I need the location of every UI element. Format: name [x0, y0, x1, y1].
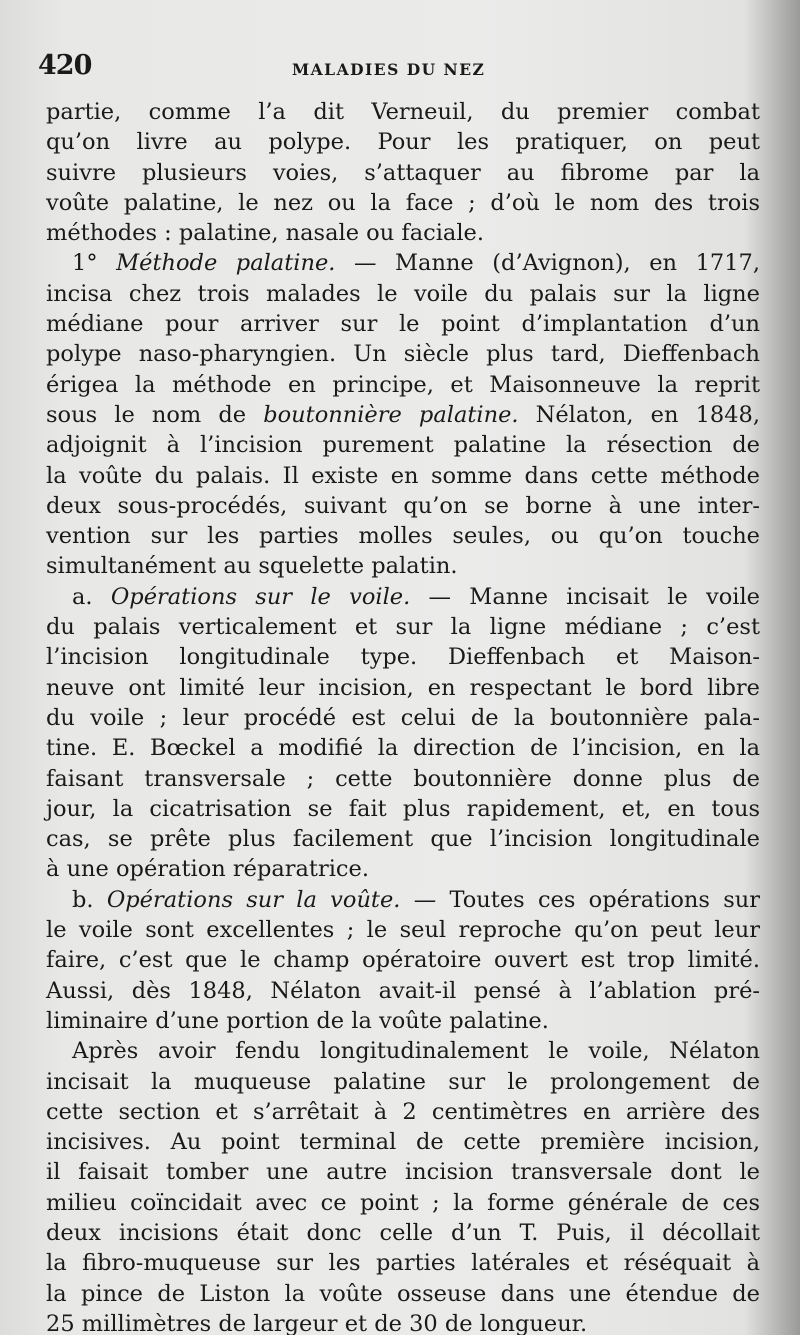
text-run: deux incisions était donc celle d’un T. Puis, il décollait: [46, 1219, 760, 1246]
text-run: tine. E. Bœckel a modifié la direction de l’incision, en la: [46, 735, 760, 762]
text-run: érigea la méthode en principe, et Maisonneuve la reprit: [46, 371, 760, 398]
text-line: [46, 1127, 760, 1157]
text-run: adjoignit à l’incision purement palatine la résection de: [46, 432, 760, 459]
body-text: [46, 97, 760, 1335]
text-line: [46, 1036, 760, 1066]
text-line: [46, 764, 760, 794]
text-line: [46, 279, 760, 309]
text-line: [46, 339, 760, 369]
text-line: [46, 1218, 760, 1248]
text-line: [46, 673, 760, 703]
text-line: [46, 97, 760, 127]
text-run: du palais verticalement et sur la ligne médiane ; c’est: [46, 614, 760, 641]
text-run: suivre plusieurs voies, s’attaquer au fibrome par la: [46, 159, 760, 186]
text-line: [46, 976, 760, 1006]
text-run: méthodes : palatine, nasale ou faciale.: [46, 220, 484, 247]
text-run: simultanément au squelette palatin.: [46, 553, 458, 580]
text-line: [46, 158, 760, 188]
text-line: [46, 430, 760, 460]
text-run: jour, la cicatrisation se fait plus rapidement, et, en tous: [46, 795, 760, 822]
text-line: [46, 642, 760, 672]
text-run: — Manne incisait le voile: [410, 583, 760, 610]
text-run: vention sur les parties molles seules, ou qu’on touche: [46, 523, 760, 550]
text-run: qu’on livre au polype. Pour les pratiquer, on peut: [46, 129, 760, 156]
text-line: [46, 945, 760, 975]
text-line: [46, 824, 760, 854]
text-line: [46, 551, 760, 581]
text-run: milieu coïncidait avec ce point ; la forme générale de ces: [46, 1189, 760, 1216]
text-line: [46, 248, 760, 278]
text-run: neuve ont limité leur incision, en respectant le bord libre: [46, 674, 760, 701]
text-line: [46, 1309, 760, 1335]
text-line: [46, 218, 760, 248]
text-run: à une opération réparatrice.: [46, 856, 369, 883]
text-line: [46, 127, 760, 157]
text-line: [46, 733, 760, 763]
text-run: a.: [72, 583, 111, 610]
text-line: [46, 854, 760, 884]
text-run: 1°: [72, 250, 117, 277]
text-line: [46, 309, 760, 339]
italic-heading: Opérations sur le voile.: [110, 583, 411, 610]
text-run: le voile sont excellentes ; le seul reproche qu’on peut leur: [46, 917, 760, 944]
text-run: la pince de Liston la voûte osseuse dans une étendue de: [46, 1280, 760, 1307]
text-run: il faisait tomber une autre incision transversale dont le: [46, 1159, 760, 1186]
text-line: [46, 400, 760, 430]
running-title: MALADIES DU NEZ: [292, 60, 486, 79]
text-line: [46, 582, 760, 612]
text-line: [46, 794, 760, 824]
text-run: l’incision longitudinale type. Dieffenbach et Maison-: [46, 644, 760, 671]
text-line: [46, 370, 760, 400]
text-run: 25 millimètres de largeur et de 30 de longueur.: [46, 1310, 588, 1335]
page-header: [38, 50, 760, 90]
page-number: 420: [38, 50, 92, 81]
text-run: Aussi, dès 1848, Nélaton avait-il pensé à l’ablation pré-: [46, 977, 760, 1004]
text-run: incisives. Au point terminal de cette première incision,: [46, 1129, 760, 1156]
text-run: b.: [72, 886, 107, 913]
text-line: [46, 461, 760, 491]
text-run: cette section et s’arrêtait à 2 centimètres en arrière des: [46, 1098, 760, 1125]
text-run: du voile ; leur procédé est celui de la boutonnière pala-: [46, 704, 760, 731]
text-run: deux sous-procédés, suivant qu’on se borne à une inter-: [46, 492, 760, 519]
text-run: voûte palatine, le nez ou la face ; d’où le nom des trois: [46, 189, 760, 216]
text-run: faisant transversale ; cette boutonnière donne plus de: [46, 765, 760, 792]
text-run: liminaire d’une portion de la voûte palatine.: [46, 1007, 549, 1034]
text-run: — Toutes ces opérations sur: [400, 886, 760, 913]
text-line: [46, 1188, 760, 1218]
text-line: [46, 1248, 760, 1278]
text-run: Nélaton, en 1848,: [518, 401, 760, 428]
text-run: faire, c’est que le champ opératoire ouvert est trop limité.: [46, 947, 760, 974]
italic-heading: boutonnière palatine.: [263, 401, 519, 428]
text-line: [46, 1006, 760, 1036]
text-run: — Manne (d’Avignon), en 1717,: [335, 250, 760, 277]
text-line: [46, 1067, 760, 1097]
italic-heading: Opérations sur la voûte.: [106, 886, 401, 913]
text-run: polype naso-pharyngien. Un siècle plus tard, Dieffenbach: [46, 341, 760, 368]
text-run: la voûte du palais. Il existe en somme dans cette méthode: [46, 462, 760, 489]
text-run: partie, comme l’a dit Verneuil, du premier combat: [46, 99, 760, 125]
text-run: cas, se prête plus facilement que l’incision longitudinale: [46, 826, 760, 853]
text-line: [46, 703, 760, 733]
text-line: [46, 521, 760, 551]
text-line: [46, 915, 760, 945]
text-line: [46, 885, 760, 915]
text-run: médiane pour arriver sur le point d’implantation d’un: [46, 311, 760, 338]
text-line: [46, 1157, 760, 1187]
text-run: sous le nom de: [46, 401, 264, 428]
text-run: incisait la muqueuse palatine sur le prolongement de: [46, 1068, 760, 1095]
text-line: [46, 1097, 760, 1127]
text-run: incisa chez trois malades le voile du palais sur la ligne: [46, 280, 760, 307]
text-run: Après avoir fendu longitudinalement le voile, Nélaton: [72, 1038, 760, 1065]
text-line: [46, 1279, 760, 1309]
text-run: la fibro-muqueuse sur les parties latérales et réséquait à: [46, 1250, 760, 1277]
italic-heading: Méthode palatine.: [116, 250, 336, 277]
text-line: [46, 491, 760, 521]
text-line: [46, 612, 760, 642]
text-line: [46, 188, 760, 218]
